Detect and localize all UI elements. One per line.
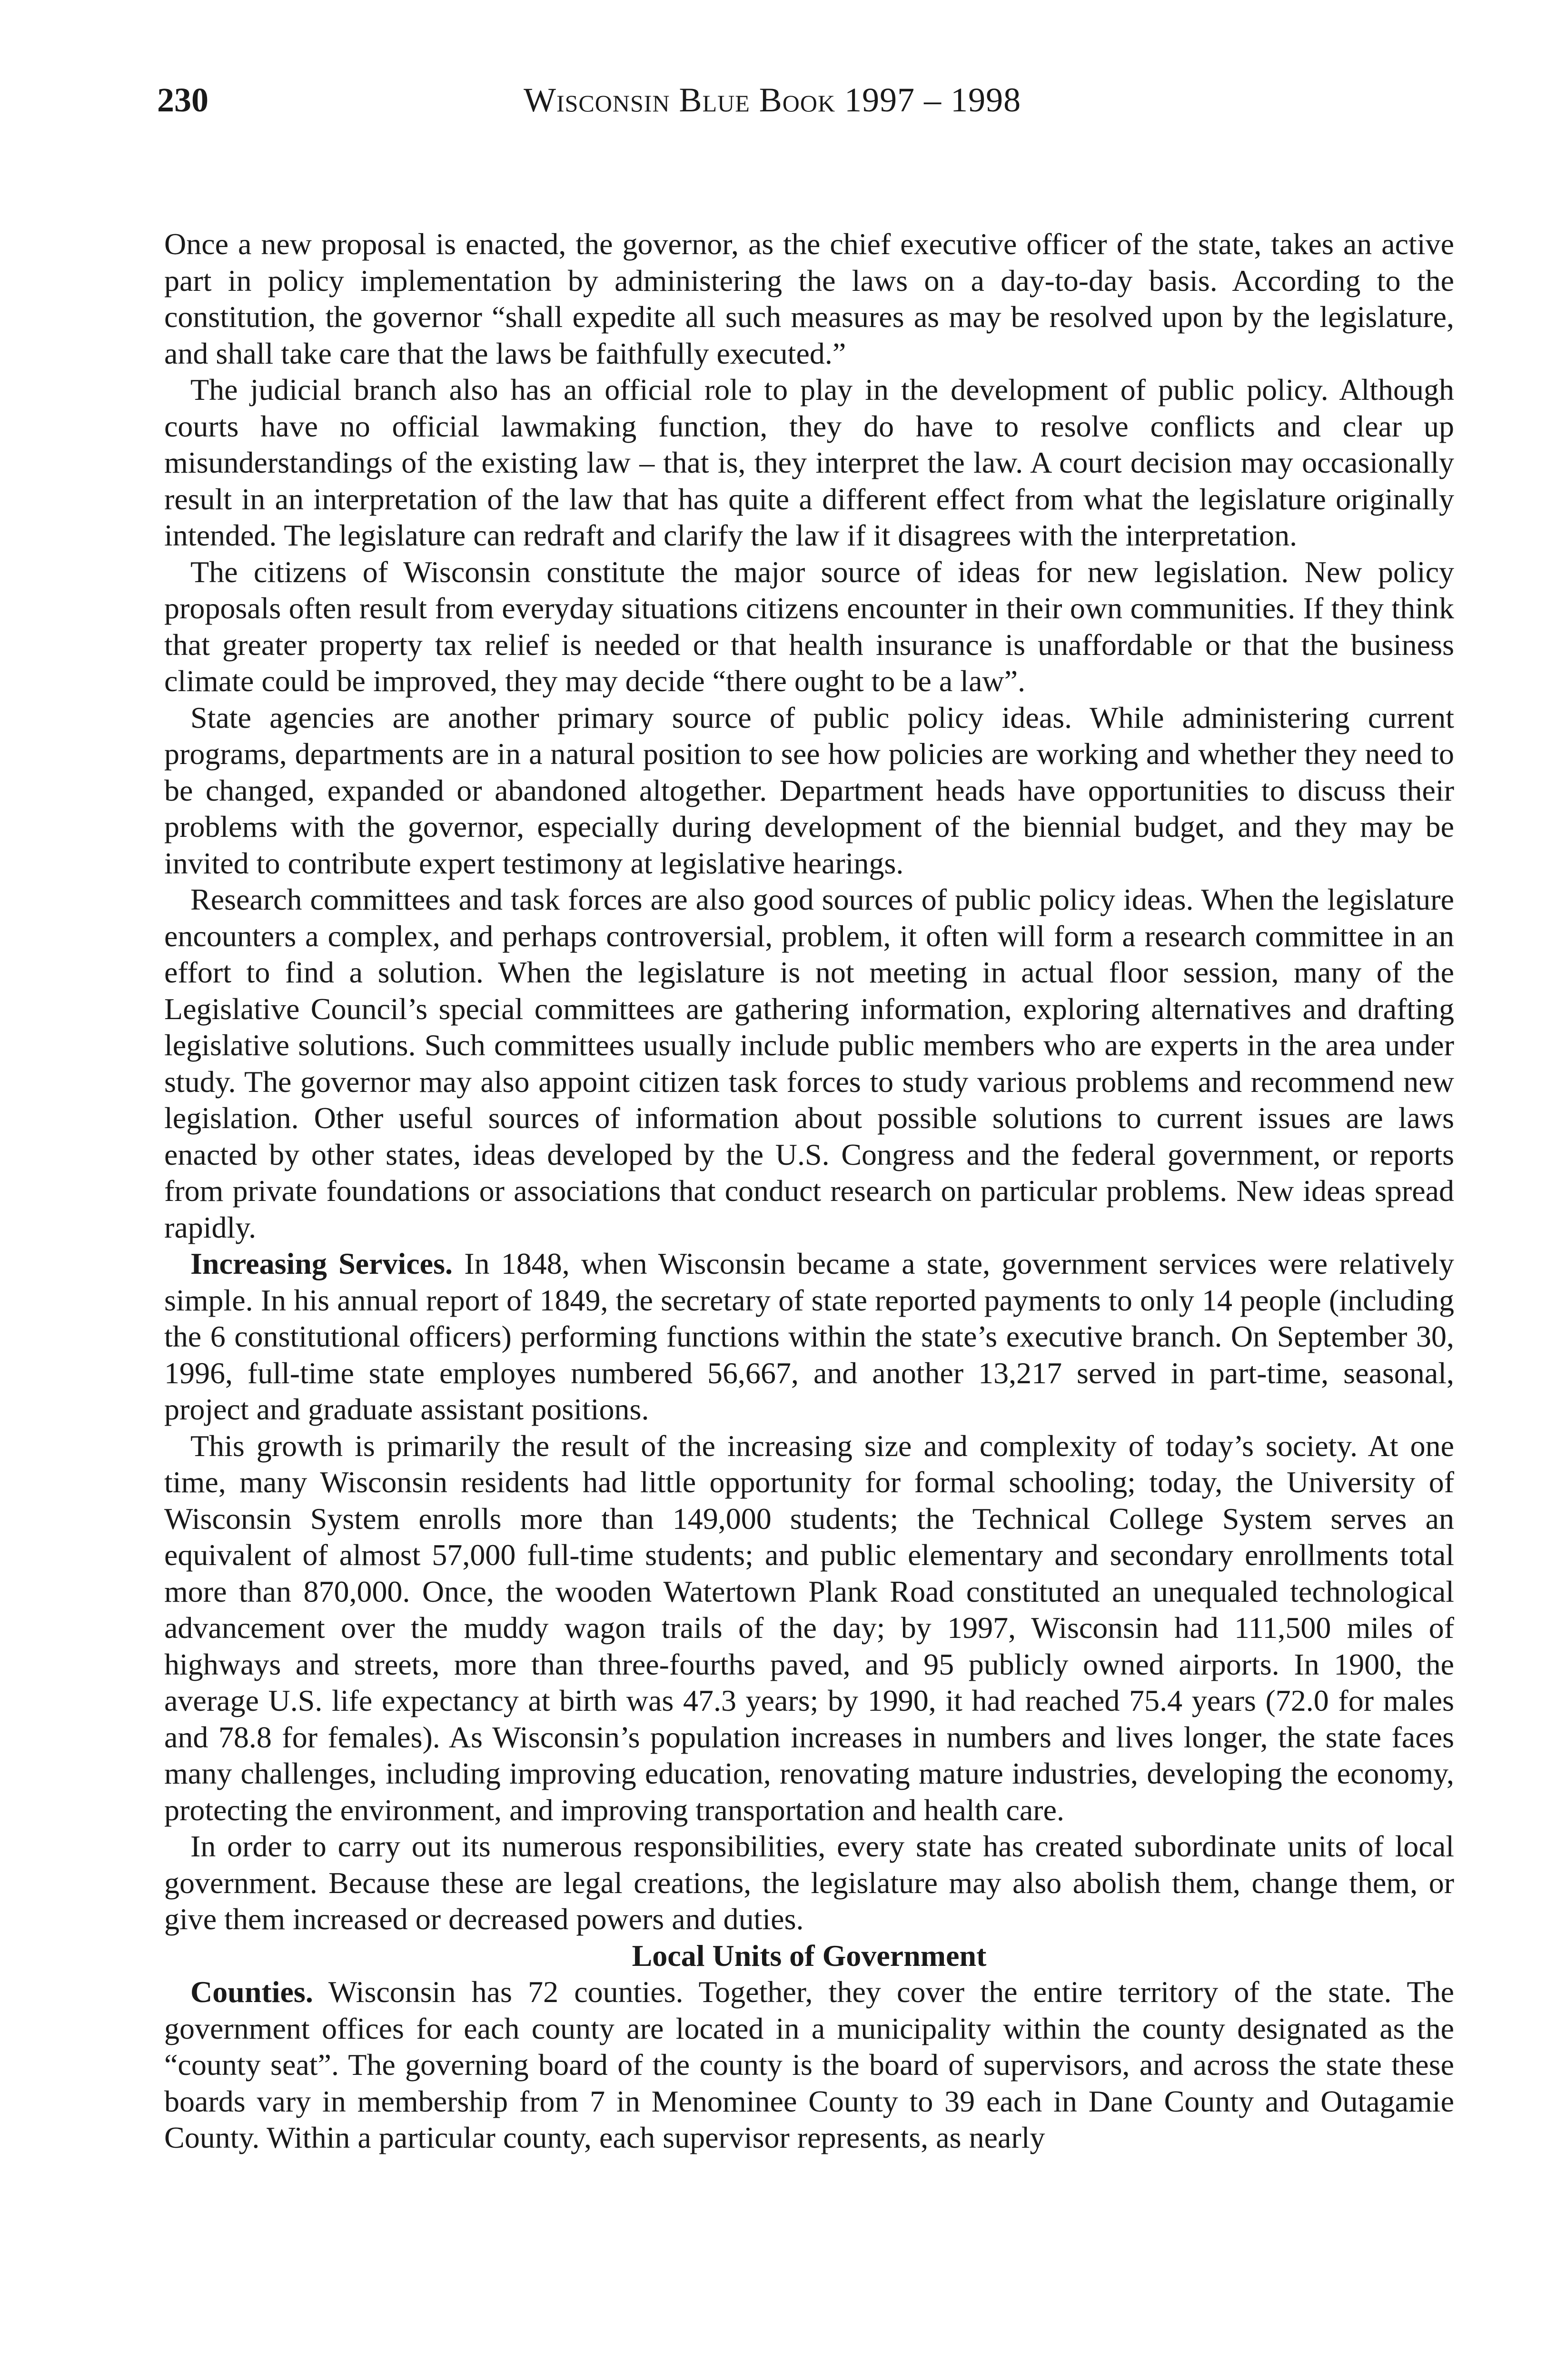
paragraph-text: This growth is primarily the result of the increasing size and complexity of today’s society. At one time, many Wisconsin residents had little opportunity for formal schooling; today, the University of Wisconsin System enrolls more than 149,000 students; the Technical College System serves an equivalent of almost 57,000 full-time students; and public elementary and secondary enrollments total more than 870,000. Once, the wooden Watertown Plank Road constituted an unequaled technological advancement over the muddy wagon trails of the day; by 1997, Wisconsin had 111,500 miles of highways and streets, more than three-fourths paved, and 95 publicly owned airports. In 1900, the average U.S. life expectancy at birth was 47.3 years; by 1990, it had reached 75.4 years (72.0 for males and 78.8 for females). As Wisconsin’s population increases in numbers and lives longer, the state faces many challenges, including improving education, renovating mature industries, developing the economy, protecting the environment, and improving transportation and health care. xyxy=(164,1428,1454,1827)
paragraph-local-units-intro xyxy=(164,1828,1454,1938)
paragraph-increasing-services xyxy=(164,1246,1454,1428)
paragraph-text: In order to carry out its numerous responsibilities, every state has created subordinate units of local government. Because these are legal creations, the legislature may also abolish them, change them, or give them increased or decreased powers and duties. xyxy=(164,1829,1454,1936)
run-in-heading: Increasing Services. xyxy=(190,1247,453,1280)
paragraph-text: Once a new proposal is enacted, the governor, as the chief executive officer of the state, takes an active part in policy implementation by administering the laws on a day-to-day basis. According to the constitution, the governor “shall expedite all such measures as may be resolved upon by the legislature, and shall take care that the laws be faithfully executed.” xyxy=(164,227,1454,370)
paragraph-text: Research committees and task forces are also good sources of public policy ideas. When the legislature encounters a complex, and perhaps controversial, problem, it often will form a research committee in an effort to find a solution. When the legislature is not meeting in actual floor session, many of the Legislative Council’s special committees are gathering information, exploring alternatives and drafting legislative solutions. Such committees usually include public members who are experts in the area under study. The governor may also appoint citizen task forces to study various problems and recommend new legislation. Other useful sources of information about possible solutions to current issues are laws enacted by other states, ideas developed by the U.S. Congress and the federal government, or reports from private foundations or associations that conduct research on particular problems. New ideas spread rapidly. xyxy=(164,883,1454,1244)
run-in-heading: Counties. xyxy=(190,1975,313,2009)
running-title: Wisconsin Blue Book 1997 – 1998 xyxy=(524,81,1021,119)
page-header xyxy=(157,76,1452,124)
paragraph-state-agencies xyxy=(164,700,1454,882)
paragraph-research-committees xyxy=(164,882,1454,1246)
paragraph-text: In 1848, when Wisconsin became a state, government services were relatively simple. In his annual report of 1849, the secretary of state reported payments to only 14 people (including the 6 constitutional officers) performing functions within the state’s executive branch. On September 30, 1996, full-time state employes numbered 56,667, and another 13,217 served in part-time, seasonal, project and graduate assistant positions. xyxy=(164,1247,1455,1426)
paragraph-counties xyxy=(164,1974,1454,2156)
paragraph-judicial-branch xyxy=(164,372,1454,554)
paragraph-growth xyxy=(164,1428,1454,1829)
section-heading: Local Units of Government xyxy=(632,1938,987,1973)
paragraph-text: The citizens of Wisconsin constitute the major source of ideas for new legislation. New policy proposals often result from everyday situations citizens encounter in their own communities. If they think that greater property tax relief is needed or that health insurance is unaffordable or that the business climate could be improved, they may decide “there ought to be a law”. xyxy=(164,555,1454,698)
page-number: 230 xyxy=(157,81,208,119)
paragraph-text: State agencies are another primary source of public policy ideas. While administering current programs, departments are in a natural position to see how policies are working and whether they need to be changed, expanded or abandoned altogether. Department heads have opportunities to discuss their problems with the governor, especially during development of the biennial budget, and they may be invited to contribute expert testimony at legislative hearings. xyxy=(164,700,1454,880)
body-text xyxy=(164,226,1454,2156)
paragraph-text: The judicial branch also has an official role to play in the development of public policy. Although courts have no official lawmaking function, they do have to resolve conflicts and clear up misunderstandings of the existing law – that is, they interpret the law. A court decision may occasionally result in an interpretation of the law that has quite a different effect from what the legislature originally intended. The legislature can redraft and clarify the law if it disagrees with the interpretation. xyxy=(164,373,1454,552)
paragraph-text: Wisconsin has 72 counties. Together, they cover the entire territory of the state. The government offices for each county are located in a municipality within the county designated as the “county seat”. The governing board of the county is the board of supervisors, and across the state these boards vary in membership from 7 in Menominee County to 39 each in Dane County and Outagamie County. Within a particular county, each supervisor represents, as nearly xyxy=(164,1975,1454,2154)
paragraph-governor-implementation xyxy=(164,226,1454,372)
paragraph-citizens xyxy=(164,554,1454,700)
